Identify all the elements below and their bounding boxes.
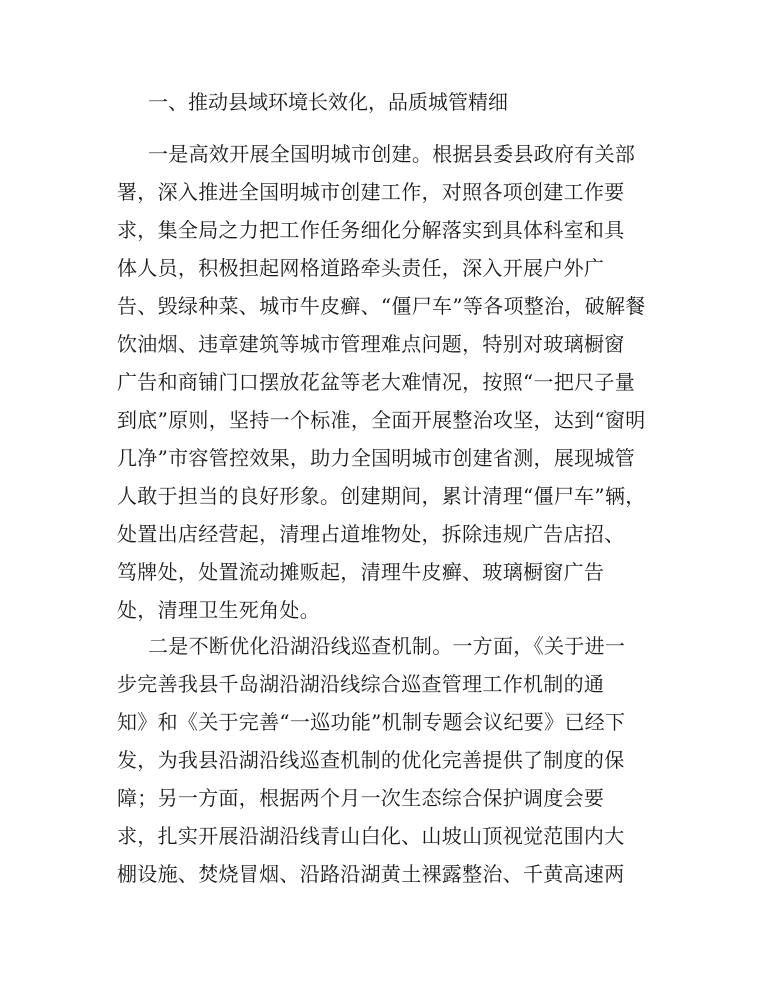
paragraph-line: 广告和商铺门口摆放花盆等老大难情况，按照“一把尺子量 — [117, 370, 636, 394]
paragraph-line: 笃牌处，处置流动摊贩起，清理牛皮癣、玻璃橱窗广告 — [117, 560, 605, 584]
paragraph-line: 发，为我县沿湖沿线巡查机制的优化完善提供了制度的保 — [117, 748, 625, 772]
paragraph-line: 步完善我县千岛湖沿湖沿线综合巡查管理工作机制的通 — [117, 672, 605, 696]
paragraph-line: 处置出店经营起，清理占道堆物处，拆除违规广告店招、 — [117, 522, 625, 546]
paragraph-line: 棚设施、焚烧冒烟、沿路沿湖黄土裸露整治、千黄高速两 — [117, 862, 625, 886]
paragraph-line: 一是高效开展全国明城市创建。根据县委县政府有关部 — [148, 142, 636, 166]
paragraph-line: 障；另一方面，根据两个月一次生态综合保护调度会要 — [117, 786, 605, 810]
paragraph-line: 体人员，积极担起网格道路牵头责任，深入开展户外广 — [117, 256, 605, 280]
paragraph-line: 知》和《关于完善“一巡功能”机制专题会议纪要》已经下 — [117, 710, 626, 734]
paragraph-line: 求，扎实开展沿湖沿线青山白化、山坡山顶视觉范围内大 — [117, 824, 625, 848]
paragraph-line: 求，集全局之力把工作任务细化分解落实到具体科室和具 — [117, 218, 625, 242]
paragraph-line: 署，深入推进全国明城市创建工作，对照各项创建工作要 — [117, 180, 625, 204]
paragraph-line: 到底”原则，坚持一个标准，全面开展整治攻坚，达到“窗明 — [117, 408, 646, 432]
paragraph-line: 几净”市容管控效果，助力全国明城市创建省测，展现城管 — [117, 446, 636, 470]
paragraph-line: 饮油烟、违章建筑等城市管理难点问题，特别对玻璃橱窗 — [117, 332, 625, 356]
paragraph-line: 处，清理卫生死角处。 — [117, 598, 320, 622]
section-heading: 一、推动县域环境长效化，品质城管精细 — [148, 90, 508, 114]
paragraph-line: 二是不断优化沿湖沿线巡查机制。一方面，《关于进一 — [148, 634, 626, 658]
paragraph-line: 告、毁绿种菜、城市牛皮癣、“僵尸车”等各项整治，破解餐 — [117, 294, 646, 318]
paragraph-line: 人敢于担当的良好形象。创建期间，累计清理“僵尸车”辆， — [117, 484, 646, 508]
